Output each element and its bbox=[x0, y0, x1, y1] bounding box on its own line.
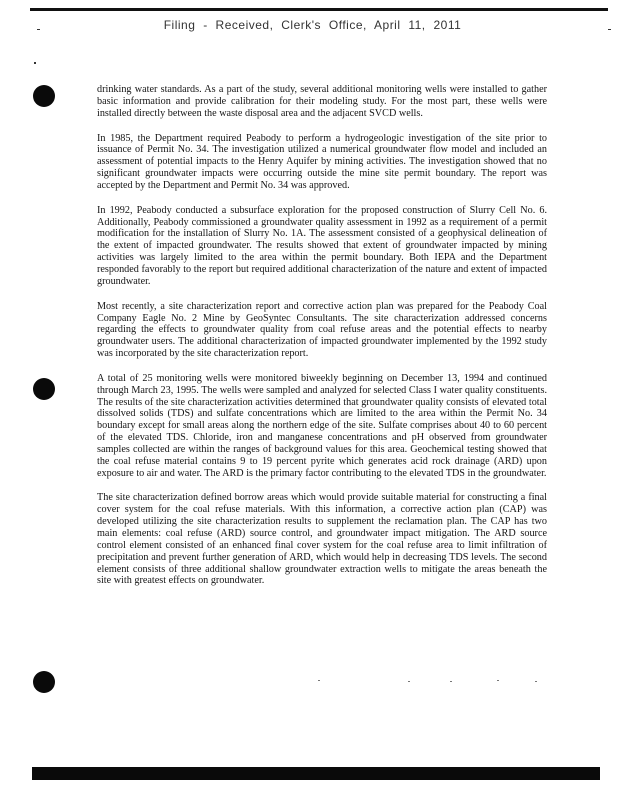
scan-mark bbox=[37, 29, 40, 30]
scan-mark bbox=[608, 29, 611, 30]
punch-hole-1 bbox=[33, 85, 55, 107]
punch-hole-3 bbox=[33, 671, 55, 693]
paragraph-2: In 1985, the Department required Peabody to perform a hydrogeologic investigation of the site prior to issuance of Permit No. 34. The investigation utilized a numerical groundwater flow model and included an assessment of potential impacts to the Henry Aquifer by mining activities. The investigation showed that no significant groundwater impacts were occurring outside the mine site permit boundary. The report was accepted by the Department and Permit No. 34 was approved. bbox=[97, 132, 547, 191]
paragraph-1: drinking water standards. As a part of the study, several additional monitoring wells were installed to gather basic information and provide calibration for their modeling study. For the most part, these wells were installed directly between the waste disposal area and the adjacent SVCD wells. bbox=[97, 84, 547, 119]
paragraph-4: Most recently, a site characterization report and corrective action plan was prepared for the Peabody Coal Company Eagle No. 2 Mine by GeoSyntec Consultants. The site characterization addressed concerns regarding the effects to groundwater quality from coal refuse areas and the potential effects to nearby groundwater users. The additional characterization of impacted groundwater implemented by the 1992 study was incorporated by the site characterization report. bbox=[97, 300, 547, 360]
punch-hole-2 bbox=[33, 378, 55, 400]
paragraph-3: In 1992, Peabody conducted a subsurface exploration for the proposed construction of Slurry Cell No. 6. Additionally, Peabody commissioned a groundwater quality assessment in 1992 as a requirement of a permit modification for the installation of Slurry No. 1A. The assessment consisted of a geophysical delineation of the extent of impacted groundwater. The results showed that extent of groundwater impacted by mining activities was largely limited to the area within the permit boundary. Both IEPA and the Department responded favorably to the report but required additional characterization of the nature and extent of impacted groundwater. bbox=[97, 204, 547, 287]
paragraph-5: A total of 25 monitoring wells were monitored biweekly beginning on December 13, 1994 and continued through March 23, 1995. The wells were sampled and analyzed for selected Class I water quality constituents. The results of the site characterization activities determined that groundwater quality consists of elevated total dissolved solids (TDS) and sulfate concentrations which are limited to the area within the Permit No. 34 boundary except for small areas along the northern edge of the site. Sulfate comprises about 40 to 60 percent of the elevated TDS. Chloride, iron and manganese concentrations and pH observed from groundwater samples collected are within the ranges of background values for this area. Geochemical testing showed that the coal refuse material contains 9 to 19 percent pyrite which generates acid rock drainage (ARD) upon exposure to air and water. The ARD is the primary factor contributing to the elevated TDS in the groundwater. bbox=[97, 372, 547, 479]
filing-stamp-header: Filing - Received, Clerk's Office, April 11, 2011 bbox=[163, 18, 462, 32]
top-border-line bbox=[30, 8, 608, 11]
scan-speck bbox=[408, 681, 410, 682]
bottom-border-bar bbox=[32, 767, 600, 780]
scan-speck bbox=[535, 681, 537, 682]
scan-speck bbox=[318, 680, 320, 681]
scan-speck bbox=[450, 681, 452, 682]
scan-speck bbox=[497, 680, 499, 681]
document-body bbox=[97, 84, 547, 600]
paragraph-6: The site characterization defined borrow areas which would provide suitable material for constructing a final cover system for the coal refuse materials. With this information, a corrective action plan (CAP) was developed utilizing the site characterization results to supplement the reclamation plan. The CAP has two main elements: coal refuse (ARD) source control, and groundwater impact mitigation. The ARD source control element consisted of an enhanced final cover system for the coal refuse area to limit infiltration of precipitation and prevent further generation of ARD, which would help in decreasing TDS levels. The second element consists of three additional shallow groundwater extraction wells to mitigate the areas beneath the site with greatest effects on groundwater. bbox=[97, 492, 547, 587]
scan-mark bbox=[34, 62, 36, 64]
